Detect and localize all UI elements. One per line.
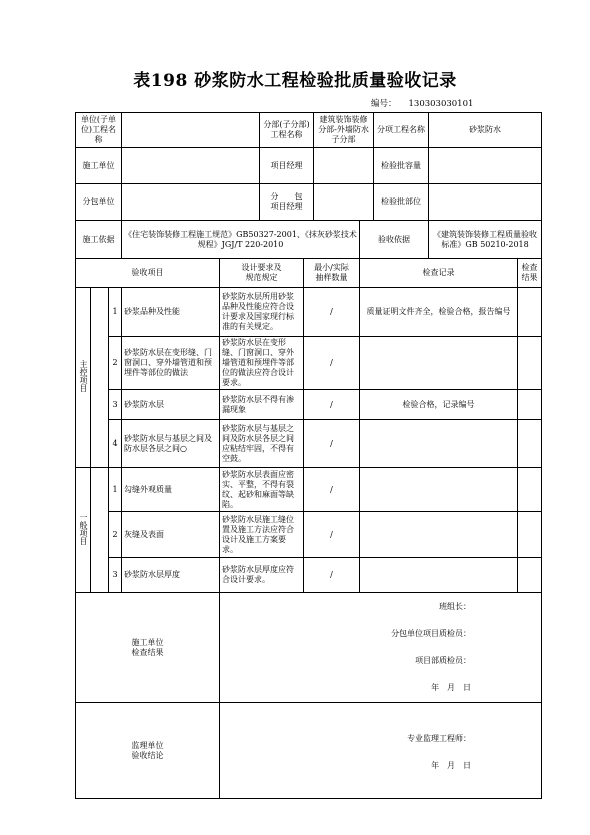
item-name: 砂浆品种及性能 bbox=[122, 288, 220, 337]
unit-project-label: 单位(子单位)工程名称 bbox=[76, 113, 122, 148]
constructor-value[interactable] bbox=[122, 148, 260, 184]
constructor-label: 施工单位 bbox=[76, 148, 122, 184]
item-requirement: 砂浆防水层厚度应符合设计要求。 bbox=[220, 558, 304, 593]
item-sampling[interactable]: / bbox=[304, 558, 360, 593]
item-requirement: 砂浆防水层施工缝位置及施工方法应符合设计及施工方案要求。 bbox=[220, 512, 304, 558]
item-result[interactable] bbox=[518, 390, 542, 420]
pm-value[interactable] bbox=[314, 148, 374, 184]
sub-pm-label: 分 包 项目经理 bbox=[260, 184, 314, 221]
team-leader-signature[interactable]: 班组长： bbox=[439, 602, 472, 611]
supervision-label: 监理单位 验收结论 bbox=[76, 703, 220, 799]
item-name: 勾缝外观质量 bbox=[122, 468, 220, 512]
item-no: 3 bbox=[109, 390, 122, 420]
document-title: 表198 砂浆防水工程检验批质量验收记录 bbox=[133, 71, 457, 91]
item-sampling[interactable]: / bbox=[304, 390, 360, 420]
item-requirement: 砂浆防水层在变形缝、门窗洞口、穿外墙管道和预埋件等部位的做法应符合设计要求。 bbox=[220, 337, 304, 390]
general-items-spacer bbox=[91, 468, 109, 593]
item-name: 砂浆防水层 bbox=[122, 390, 220, 420]
basis-label: 施工依据 bbox=[76, 221, 122, 259]
item-result[interactable] bbox=[518, 288, 542, 337]
batch-capacity-label: 检验批容量 bbox=[374, 148, 429, 184]
col-item-header: 验收项目 bbox=[76, 259, 220, 288]
unit-project-value[interactable] bbox=[122, 113, 260, 148]
header-row-constructor bbox=[76, 148, 542, 184]
general-items-label: 一般项目 bbox=[76, 468, 91, 593]
sub-project-value[interactable]: 建筑装饰装修分部-外墙防水子分部 bbox=[314, 113, 374, 148]
item-no: 1 bbox=[109, 468, 122, 512]
item-name: 砂浆防水层在变形缝、门窗洞口、穿外墙管道和预埋件等部位的做法 bbox=[122, 337, 220, 390]
table-row bbox=[76, 558, 542, 593]
item-name: 灰缝及表面 bbox=[122, 512, 220, 558]
item-no: 3 bbox=[109, 558, 122, 593]
construction-result-signatures bbox=[220, 593, 542, 703]
table-row bbox=[76, 337, 542, 390]
batch-location-value[interactable] bbox=[429, 184, 542, 221]
col-requirement-header: 设计要求及 规范规定 bbox=[220, 259, 304, 288]
col-record-header: 检查记录 bbox=[360, 259, 518, 288]
item-sampling[interactable]: / bbox=[304, 337, 360, 390]
supervision-date[interactable]: 年 月 日 bbox=[431, 761, 472, 770]
item-name: 砂浆防水层厚度 bbox=[122, 558, 220, 593]
construction-date[interactable]: 年 月 日 bbox=[431, 683, 472, 692]
column-header-row bbox=[76, 259, 542, 288]
item-record[interactable]: 检验合格，记录编号 bbox=[360, 390, 518, 420]
table-row bbox=[76, 468, 542, 512]
supervision-row bbox=[76, 703, 542, 799]
sub-project-label: 分部(子分部)工程名称 bbox=[260, 113, 314, 148]
item-result[interactable] bbox=[518, 558, 542, 593]
item-requirement: 砂浆防水层不得有渗漏现象 bbox=[220, 390, 304, 420]
item-no: 2 bbox=[109, 512, 122, 558]
pm-label: 项目经理 bbox=[260, 148, 314, 184]
sub-quality-signature[interactable]: 分包单位项目质检员： bbox=[391, 629, 472, 638]
col-sampling-header: 最小/实际 抽样数量 bbox=[304, 259, 360, 288]
item-record[interactable] bbox=[360, 512, 518, 558]
item-record[interactable]: 质量证明文件齐全，检验合格，报告编号 bbox=[360, 288, 518, 337]
main-items-label: 主控项目 bbox=[76, 288, 91, 468]
item-sampling[interactable]: / bbox=[304, 468, 360, 512]
construction-result-row bbox=[76, 593, 542, 703]
col-result-header: 检查 结果 bbox=[518, 259, 542, 288]
code-label: 编号： bbox=[371, 99, 397, 109]
item-record[interactable] bbox=[360, 558, 518, 593]
item-requirement: 砂浆防水层与基层之间及防水层各层之间应粘结牢固，不得有空鼓。 bbox=[220, 420, 304, 468]
item-project-label: 分项工程名称 bbox=[374, 113, 429, 148]
item-result[interactable] bbox=[518, 420, 542, 468]
item-name: 砂浆防水层与基层之间及防水层各层之间○ bbox=[122, 420, 220, 468]
document-code bbox=[371, 97, 473, 109]
header-row-subcontractor bbox=[76, 184, 542, 221]
item-project-value[interactable]: 砂浆防水 bbox=[429, 113, 542, 148]
batch-capacity-value[interactable] bbox=[429, 148, 542, 184]
construction-result-label: 施工单位 检查结果 bbox=[76, 593, 220, 703]
table-row bbox=[76, 390, 542, 420]
item-no: 1 bbox=[109, 288, 122, 337]
item-requirement: 砂浆防水层表面应密实、平整，不得有裂纹、起砂和麻面等缺陷。 bbox=[220, 468, 304, 512]
item-result[interactable] bbox=[518, 337, 542, 390]
quality-inspector-signature[interactable]: 项目部质检员： bbox=[415, 656, 472, 665]
basis-value[interactable]: 《住宅装饰装修工程施工规范》GB50327-2001、《抹灰砂浆技术规程》JGJ/T 220-2010 bbox=[122, 221, 360, 259]
item-record[interactable] bbox=[360, 468, 518, 512]
item-requirement: 砂浆防水层所用砂浆品种及性能应符合设计要求及国家现行标准的有关规定。 bbox=[220, 288, 304, 337]
item-sampling[interactable]: / bbox=[304, 420, 360, 468]
header-row-project bbox=[76, 113, 542, 148]
main-items-spacer bbox=[91, 288, 109, 468]
batch-location-label: 检验批部位 bbox=[374, 184, 429, 221]
sub-pm-value[interactable] bbox=[314, 184, 374, 221]
subcontractor-label: 分包单位 bbox=[76, 184, 122, 221]
table-row bbox=[76, 288, 542, 337]
supervision-engineer-signature[interactable]: 专业监理工程师： bbox=[407, 734, 472, 743]
item-result[interactable] bbox=[518, 468, 542, 512]
item-sampling[interactable]: / bbox=[304, 288, 360, 337]
item-result[interactable] bbox=[518, 512, 542, 558]
acceptance-basis-label: 验收依据 bbox=[360, 221, 429, 259]
table-row bbox=[76, 420, 542, 468]
acceptance-basis-value[interactable]: 《建筑装饰装修工程质量验收标准》GB 50210-2018 bbox=[429, 221, 542, 259]
supervision-signatures bbox=[220, 703, 542, 799]
item-record[interactable] bbox=[360, 420, 518, 468]
table-row bbox=[76, 512, 542, 558]
item-record[interactable] bbox=[360, 337, 518, 390]
code-value: 130303030101 bbox=[408, 99, 474, 109]
item-sampling[interactable]: / bbox=[304, 512, 360, 558]
item-no: 4 bbox=[109, 420, 122, 468]
header-row-basis bbox=[76, 221, 542, 259]
item-no: 2 bbox=[109, 337, 122, 390]
subcontractor-value[interactable] bbox=[122, 184, 260, 221]
acceptance-record-table bbox=[75, 112, 542, 799]
